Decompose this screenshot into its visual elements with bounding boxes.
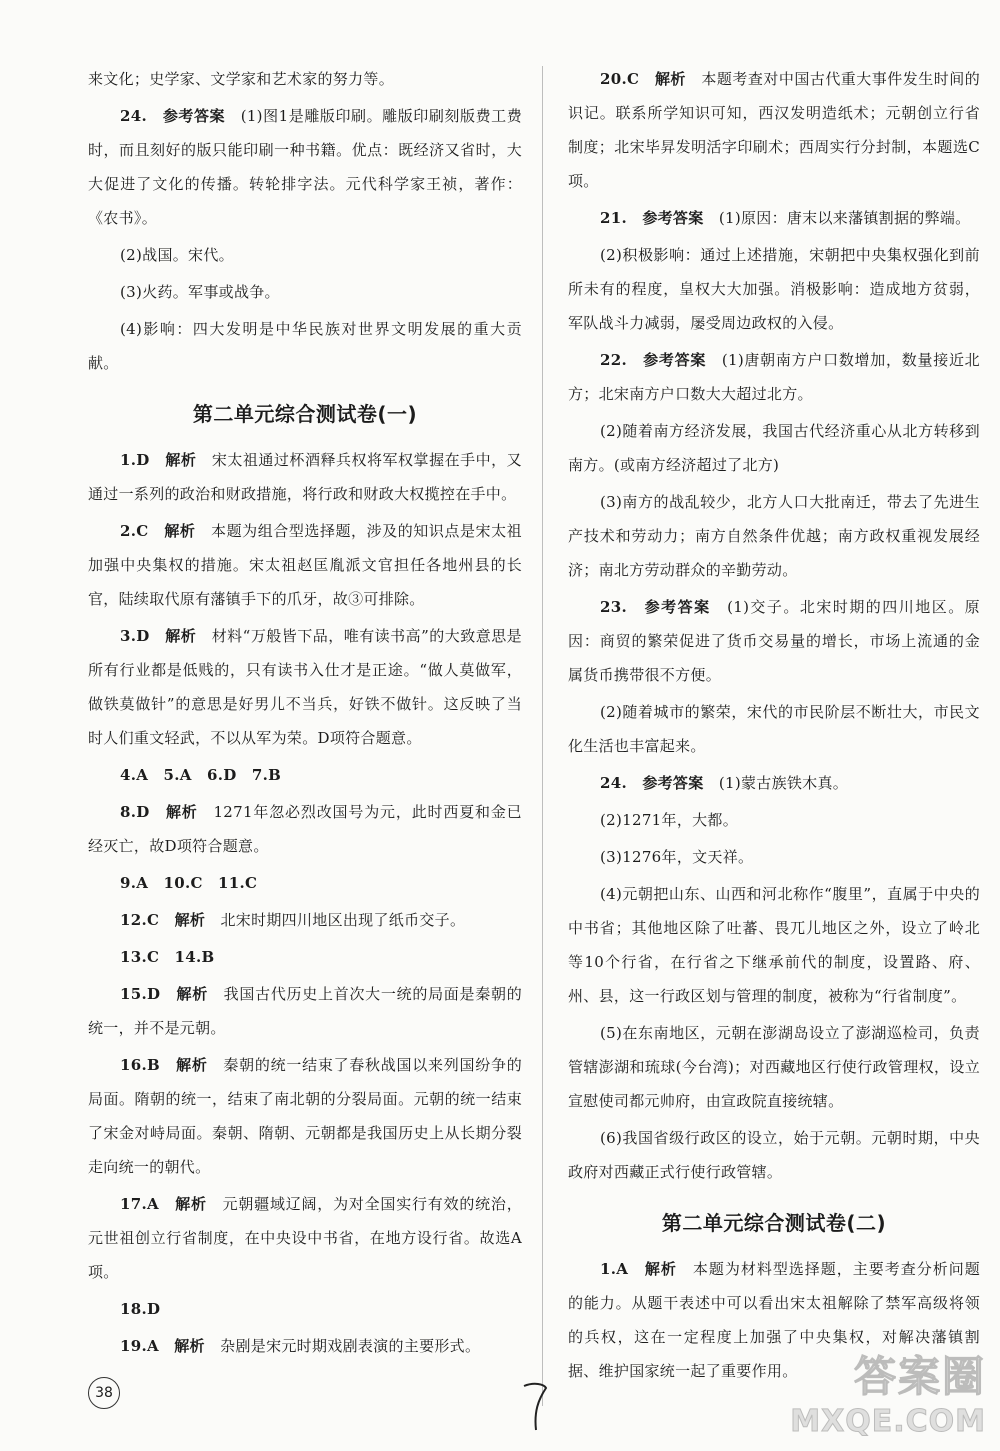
question-number: 18.D [120,1300,161,1318]
answer-paragraph [568,414,980,482]
question-number: 20.C [600,70,640,88]
answer-keyword: 解析 [165,627,197,645]
question-number: 24. [120,107,147,125]
section-heading: 第二单元综合测试卷(二) [661,1211,887,1235]
answer-paragraph [88,62,522,96]
answer-paragraph [88,977,522,1045]
answer-keyword: 解析 [176,985,208,1003]
answer-paragraph [88,99,522,235]
answer-paragraph [568,877,980,1013]
question-number: 1.A [600,1260,629,1278]
answer-text: (3)南方的战乱较少，北方人口大批南迁，带去了先进生产技术和劳动力；南方自然条件优越；南方政权重视发展经济；南北方劳动群众的辛勤劳动。 [568,493,980,579]
answer-paragraph [88,940,522,974]
answer-text: 来文化；史学家、文学家和艺术家的努力等。 [88,70,395,88]
answer-paragraph [568,840,980,874]
answer-paragraph [88,866,522,900]
answer-paragraph [568,766,980,800]
answer-keyword: 参考答案 [162,107,226,125]
answer-text: (1)唐朝南方户口数增加，数量接近北方；北宋南方户口数大大超过北方。 [568,351,980,403]
watermark-logo: 答案圈 [853,1352,986,1401]
answer-text: 材料“万般皆下品，唯有读书高”的大致意思是所有行业都是低贱的，只有读书入仕才是正途。“做人莫做军，做铁莫做针”的意思是好男儿不当兵，好铁不做针。这反映了当时人们重文轻武，不以从军为荣。D项符合题意。 [88,627,522,747]
answer-keyword: 解析 [175,1195,207,1213]
left-column [88,62,522,1366]
question-number: 19.A [120,1337,159,1355]
answer-text: (1)蒙古族铁木真。 [718,774,849,792]
answer-text: 我国古代历史上首次大一统的局面是秦朝的统一，并不是元朝。 [88,985,522,1037]
answer-keyword: 解析 [164,522,196,540]
answer-text: (2)随着城市的繁荣，宋代的市民阶层不断壮大，市民文化生活也丰富起来。 [568,703,980,755]
answer-paragraph [568,590,980,692]
answer-text: 北宋时期四川地区出现了纸币交子。 [220,911,466,929]
answer-paragraph [568,485,980,587]
answer-text: 本题为组合型选择题，涉及的知识点是宋太祖加强中央集权的措施。宋太祖赵匡胤派文官担任各地州县的长官，陆续取代原有藩镇手下的爪牙，故③可排除。 [88,522,522,608]
question-number: 9.A 10.C 11.C [120,874,258,892]
answer-paragraph [88,903,522,937]
answer-paragraph [88,758,522,792]
section-heading: 第二单元综合测试卷(一) [192,402,418,426]
question-number: 12.C [120,911,160,929]
question-number: 16.B [120,1056,160,1074]
answer-text: (1)原因：唐末以来藩镇割据的弊端。 [718,209,971,227]
answer-text: (4)元朝把山东、山西和河北称作“腹里”，直属于中央的中书省；其他地区除了吐蕃、畏兀儿地区之外，设立了岭北等10个行省，在行省之下继承前代的制度，设置路、府、州、县，这一行政区划与管理的制度，被称为“行省制度”。 [568,885,980,1005]
answer-paragraph [88,238,522,272]
question-number: 22. [600,351,627,369]
answer-keyword: 参考答案 [644,598,711,616]
answer-paragraph [568,695,980,763]
answer-keyword: 解析 [174,1337,205,1355]
question-number: 4.A 5.A 6.D 7.B [120,766,282,784]
watermark-url: MXQE.COM [790,1404,986,1439]
answer-text: 1271年忽必烈改国号为元，此时西夏和金已经灭亡，故D项符合题意。 [88,803,522,855]
answer-keyword: 解析 [176,1056,208,1074]
answer-text: (1)交子。北宋时期的四川地区。原因：商贸的繁荣促进了货币交易量的增长，市场上流通的金属货币携带很不方便。 [568,598,980,684]
answer-paragraph [88,1187,522,1289]
answer-text: 本题为材料型选择题，主要考查分析问题的能力。从题干表述中可以看出宋太祖解除了禁军高级将领的兵权，这在一定程度上加强了中央集权，对解决藩镇割据、维护国家统一起了重要作用。 [568,1260,980,1380]
pen-scribble-mark [520,1378,560,1438]
answer-text: 秦朝的统一结束了春秋战国以来列国纷争的局面。隋朝的统一，结束了南北朝的分裂局面。元朝的统一结束了宋金对峙局面。秦朝、隋朝、元朝都是我国历史上从长期分裂走向统一的朝代。 [88,1056,522,1176]
question-number: 24. [600,774,627,792]
answer-keyword: 参考答案 [642,774,704,792]
answer-paragraph [88,312,522,380]
answer-text: (2)战国。宋代。 [120,246,234,264]
answer-paragraph [568,62,980,198]
answer-paragraph [568,1016,980,1118]
answer-text: 杂剧是宋元时期戏剧表演的主要形式。 [220,1337,481,1355]
answer-text: (6)我国省级行政区的设立，始于元朝。元朝时期，中央政府对西藏正式行使行政管辖。 [568,1129,980,1181]
question-number: 17.A [120,1195,159,1213]
column-divider [542,66,543,1406]
right-column [568,62,980,1391]
answer-keyword: 解析 [165,451,197,469]
answer-paragraph [88,514,522,616]
answer-paragraph [88,1048,522,1184]
answer-paragraph [88,619,522,755]
answer-keyword: 解析 [165,803,198,821]
answer-paragraph [568,1121,980,1189]
answer-keyword: 参考答案 [643,351,707,369]
answer-keyword: 解析 [654,70,686,88]
watermark [790,1344,986,1439]
answer-paragraph [88,1329,522,1363]
answer-keyword: 解析 [644,1260,677,1278]
answer-paragraph [568,803,980,837]
question-number: 23. [600,598,627,616]
question-number: 21. [600,209,627,227]
answer-keyword: 参考答案 [642,209,704,227]
answer-text: (3)1276年，文天祥。 [600,848,754,866]
answer-paragraph [88,795,522,863]
answer-keyword: 解析 [174,911,206,929]
page-number: 38 [88,1377,120,1409]
answer-text: (3)火药。军事或战争。 [120,283,280,301]
answer-text: 宋太祖通过杯酒释兵权将军权掌握在手中，又通过一系列的政治和财政措施，将行政和财政大权揽控在手中。 [88,451,522,503]
answer-paragraph [568,201,980,235]
question-number: 1.D [120,451,150,469]
question-number: 15.D [120,985,161,1003]
answer-paragraph [88,1292,522,1326]
question-number: 13.C 14.B [120,948,215,966]
answer-text: (2)随着南方经济发展，我国古代经济重心从北方转移到南方。(或南方经济超过了北方) [568,422,980,474]
question-number: 2.C [120,522,149,540]
answer-text: 元朝疆域辽阔，为对全国实行有效的统治，元世祖创立行省制度，在中央设中书省，在地方设行省。故选A项。 [88,1195,523,1281]
answer-text: (1)图1是雕版印刷。雕版印刷刻版费工费时，而且刻好的版只能印刷一种书籍。优点：既经济又省时，大大促进了文化的传播。转轮排字法。元代科学家王祯，著作：《农书》。 [88,107,522,227]
question-number: 3.D [120,627,150,645]
answer-text: (5)在东南地区，元朝在澎湖岛设立了澎湖巡检司，负责管辖澎湖和琉球(今台湾)；对西藏地区行使行政管理权，设立宣慰使司都元帅府，由宣政院直接统辖。 [568,1024,980,1110]
answer-paragraph [88,275,522,309]
answer-text: (2)积极影响：通过上述措施，宋朝把中央集权强化到前所未有的程度，皇权大大加强。消极影响：造成地方贫弱，军队战斗力减弱，屡受周边政权的入侵。 [568,246,980,332]
question-number: 8.D [120,803,150,821]
answer-text: 本题考查对中国古代重大事件发生时间的识记。联系所学知识可知，西汉发明造纸术；元朝创立行省制度；北宋毕昇发明活字印刷术；西周实行分封制，本题选C项。 [568,70,980,190]
answer-text: (4)影响：四大发明是中华民族对世界文明发展的重大贡献。 [88,320,522,372]
answer-paragraph [568,343,980,411]
answer-text: (2)1271年，大都。 [600,811,739,829]
answer-paragraph [568,238,980,340]
answer-paragraph [88,443,522,511]
